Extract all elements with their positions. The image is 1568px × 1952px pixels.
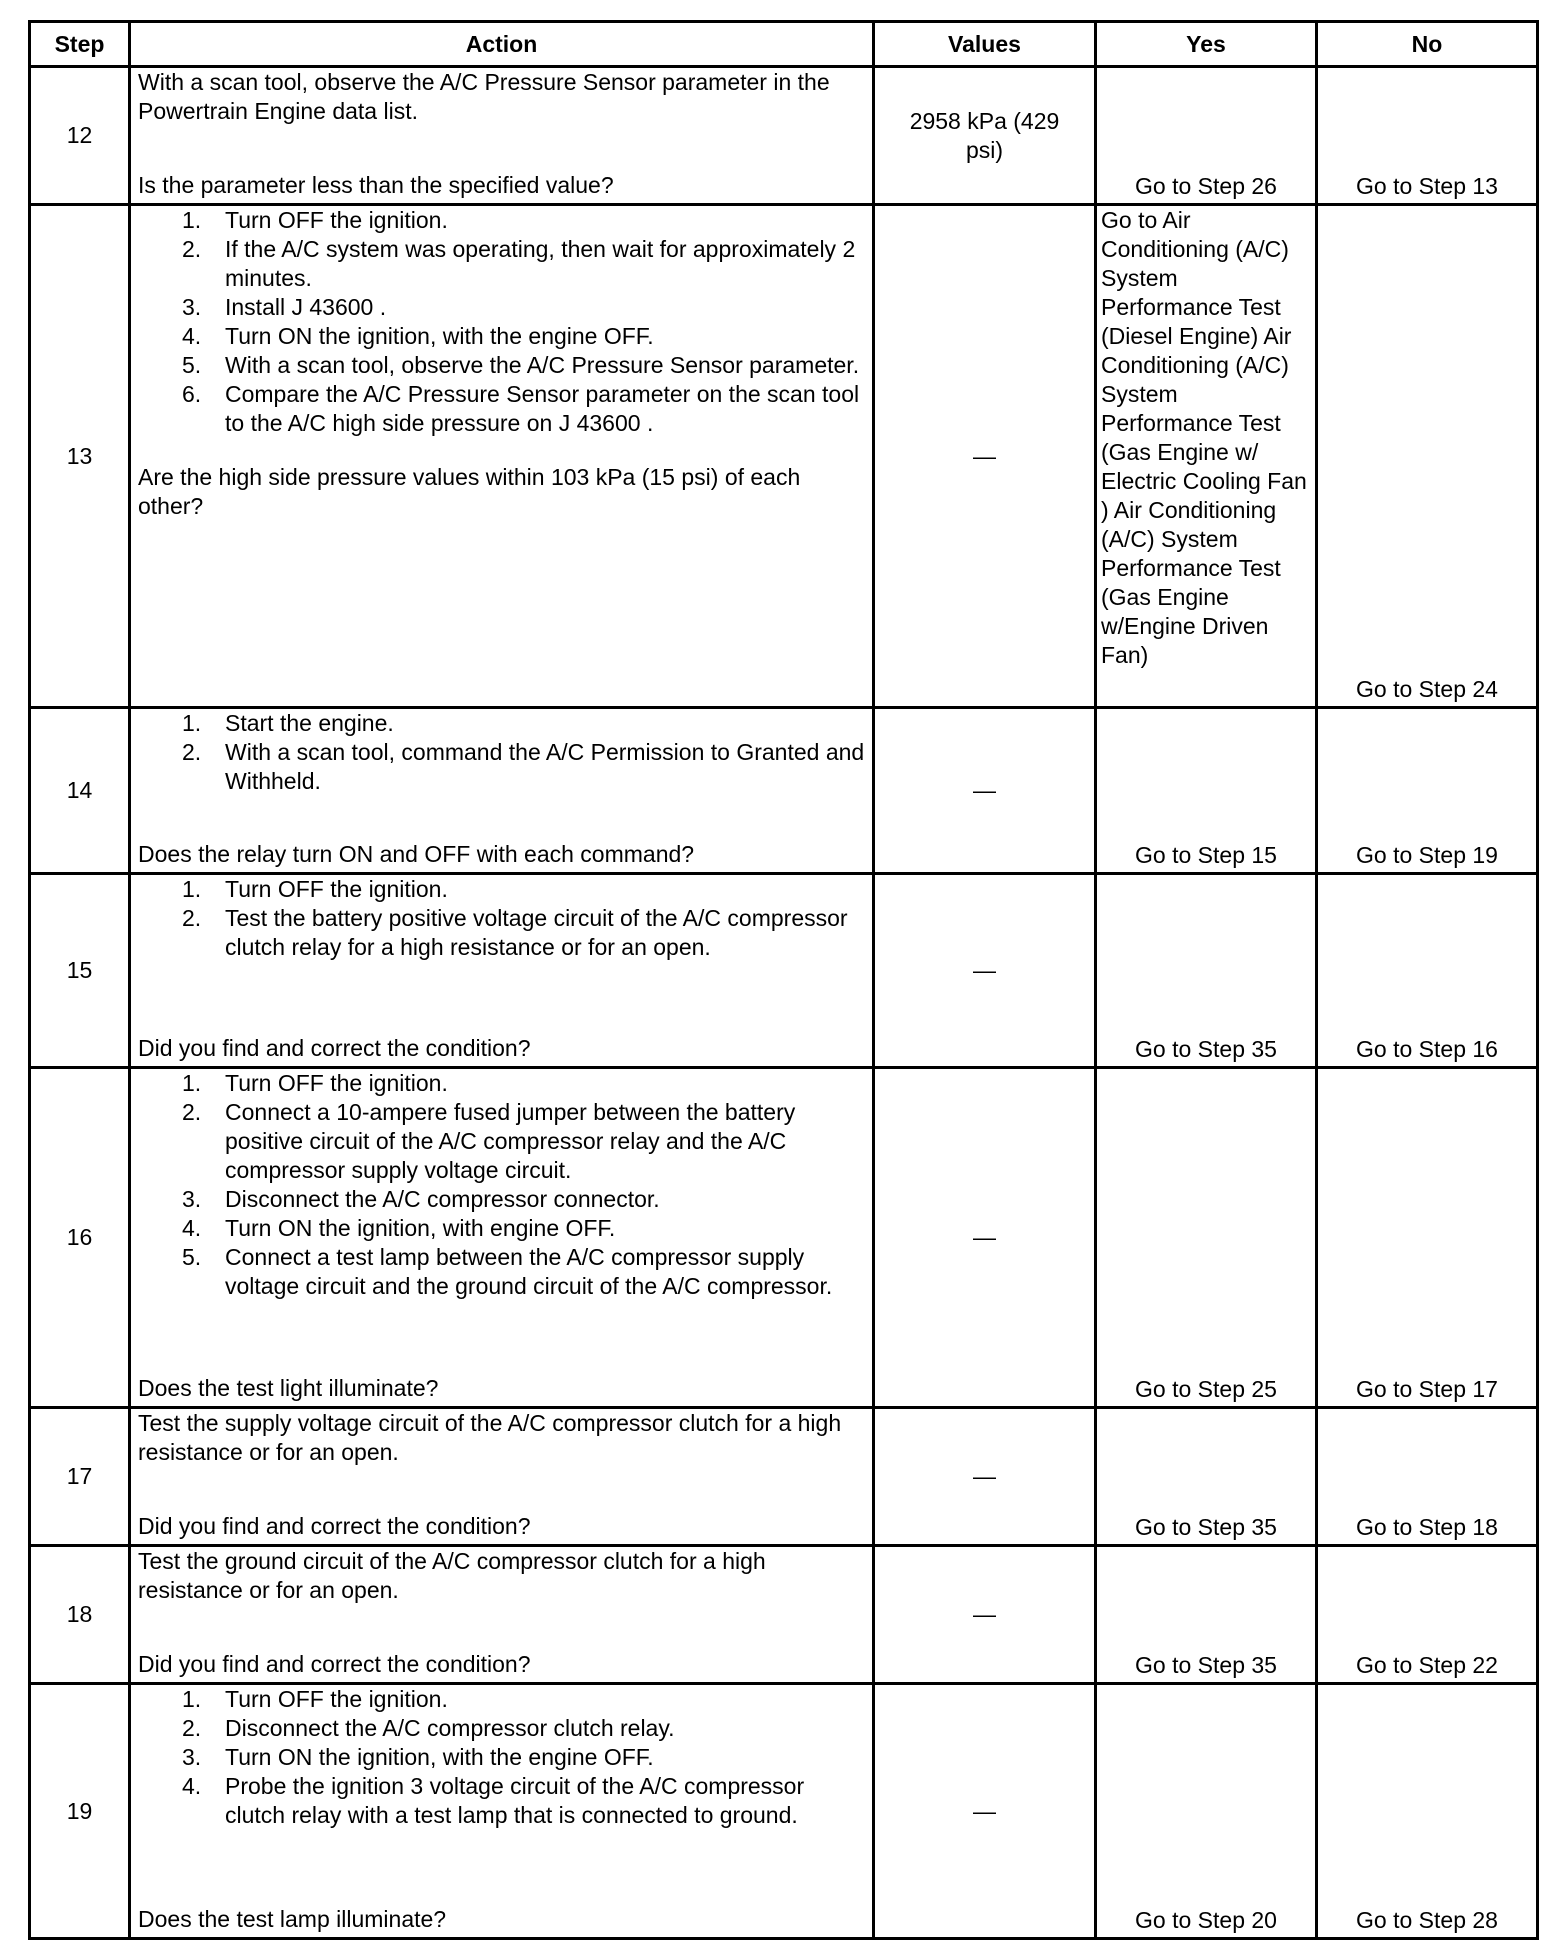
- value-cell: —: [874, 1408, 1096, 1546]
- action-question: Are the high side pressure values within 103 kPa (15 psi) of each other?: [138, 464, 801, 519]
- list-item-number: 3.: [182, 1186, 202, 1212]
- action-cell: [130, 708, 874, 874]
- list-item-number: 6.: [182, 381, 202, 407]
- action-cell: [130, 1546, 874, 1684]
- action-question: Does the test light illuminate?: [138, 1375, 439, 1401]
- list-item: [138, 1685, 866, 1714]
- value-cell: —: [874, 708, 1096, 874]
- action-steps-list: [138, 1685, 866, 1830]
- list-item: [138, 904, 866, 962]
- action-question: Does the relay turn ON and OFF with each command?: [138, 841, 695, 867]
- list-item-number: 4.: [182, 1215, 202, 1241]
- list-item: [138, 738, 866, 796]
- list-item-text: With a scan tool, command the A/C Permission to Granted and Withheld.: [225, 739, 865, 794]
- list-item: [138, 875, 866, 904]
- step-number: 14: [30, 708, 130, 874]
- list-item-text: If the A/C system was operating, then wait for approximately 2 minutes.: [225, 236, 856, 291]
- action-question: Is the parameter less than the specified value?: [138, 172, 614, 198]
- header-action: Action: [130, 22, 874, 67]
- action-instructions: [138, 68, 866, 126]
- list-item-text: Turn ON the ignition, with the engine OFF.: [225, 323, 654, 349]
- list-item: [138, 1185, 866, 1214]
- yes-action: Go to Step 35: [1096, 1408, 1317, 1546]
- list-item: [138, 351, 866, 380]
- step-number: 17: [30, 1408, 130, 1546]
- no-action: Go to Step 16: [1317, 874, 1538, 1068]
- action-instructions: [138, 1685, 866, 1830]
- value-cell: —: [874, 205, 1096, 708]
- step-number: 19: [30, 1684, 130, 1939]
- action-question: Did you find and correct the condition?: [138, 1651, 531, 1677]
- no-action: Go to Step 22: [1317, 1546, 1538, 1684]
- list-item-text: Connect a 10-ampere fused jumper between the battery positive circuit of the A/C compressor relay and the A/C compressor supply voltage circuit.: [225, 1099, 796, 1183]
- header-no: No: [1317, 22, 1538, 67]
- list-item: [138, 1098, 866, 1185]
- action-cell: [130, 1068, 874, 1408]
- action-question: Did you find and correct the condition?: [138, 1035, 531, 1061]
- list-item-text: Disconnect the A/C compressor connector.: [225, 1186, 660, 1212]
- list-item-number: 2.: [182, 1099, 202, 1125]
- list-item: [138, 1243, 866, 1301]
- diagnostic-table: [28, 20, 1539, 1940]
- yes-action: Go to Step 35: [1096, 1546, 1317, 1684]
- list-item-number: 5.: [182, 1244, 202, 1270]
- step-number: 16: [30, 1068, 130, 1408]
- table-row: [30, 708, 1538, 874]
- list-item-number: 3.: [182, 1744, 202, 1770]
- list-item-text: Turn OFF the ignition.: [225, 1686, 448, 1712]
- list-item-text: Disconnect the A/C compressor clutch relay.: [225, 1715, 675, 1741]
- value-cell: —: [874, 1684, 1096, 1939]
- list-item-number: 3.: [182, 294, 202, 320]
- table-row: [30, 874, 1538, 1068]
- list-item-number: 1.: [182, 876, 202, 902]
- list-item-number: 4.: [182, 323, 202, 349]
- list-item-number: 1.: [182, 1070, 202, 1096]
- no-action: Go to Step 13: [1317, 67, 1538, 205]
- list-item-number: 1.: [182, 710, 202, 736]
- list-item-text: Turn ON the ignition, with engine OFF.: [225, 1215, 616, 1241]
- list-item-number: 2.: [182, 905, 202, 931]
- action-steps-list: [138, 206, 866, 438]
- list-item-number: 5.: [182, 352, 202, 378]
- list-item-number: 2.: [182, 1715, 202, 1741]
- header-values: Values: [874, 22, 1096, 67]
- header-yes: Yes: [1096, 22, 1317, 67]
- action-steps-list: [138, 709, 866, 796]
- list-item: [138, 709, 866, 738]
- list-item: [138, 1772, 866, 1830]
- list-item-text: Turn ON the ignition, with the engine OFF.: [225, 1744, 654, 1770]
- no-action: Go to Step 19: [1317, 708, 1538, 874]
- list-item: [138, 1214, 866, 1243]
- action-cell: [130, 1408, 874, 1546]
- action-instructions: [138, 1069, 866, 1301]
- list-item-text: Turn OFF the ignition.: [225, 207, 448, 233]
- value-cell: —: [874, 1068, 1096, 1408]
- action-cell: [130, 205, 874, 708]
- value-cell: —: [874, 874, 1096, 1068]
- yes-action: Go to Step 26: [1096, 67, 1317, 205]
- list-item-text: Connect a test lamp between the A/C compressor supply voltage circuit and the ground circuit of the A/C compressor.: [225, 1244, 833, 1299]
- yes-action: Go to Step 35: [1096, 874, 1317, 1068]
- action-instructions: [138, 206, 866, 438]
- list-item-text: Probe the ignition 3 voltage circuit of the A/C compressor clutch relay with a test lamp that is connected to ground.: [225, 1773, 805, 1828]
- yes-action: Go to Air Conditioning (A/C) System Performance Test (Diesel Engine) Air Conditioning (A/C) System Performance Test (Gas Engine w/ Electric Cooling Fan ) Air Conditioning (A/C) System Performance Test (Gas Engine w/Engine Driven Fan): [1096, 205, 1317, 708]
- list-item: [138, 1069, 866, 1098]
- list-item-text: With a scan tool, observe the A/C Pressure Sensor parameter.: [225, 352, 860, 378]
- list-item-number: 2.: [182, 236, 202, 262]
- list-item: [138, 293, 866, 322]
- action-steps-list: [138, 1069, 866, 1301]
- list-item: [138, 1743, 866, 1772]
- list-item: [138, 380, 866, 438]
- header-row: [30, 22, 1538, 67]
- action-question: Does the test lamp illuminate?: [138, 1906, 447, 1932]
- action-instructions: [138, 1547, 866, 1605]
- action-instructions: [138, 1409, 866, 1467]
- action-intro: With a scan tool, observe the A/C Pressure Sensor parameter in the Powertrain Engine data list.: [138, 69, 830, 124]
- list-item-number: 1.: [182, 1686, 202, 1712]
- action-instructions: [138, 875, 866, 962]
- list-item-text: Turn OFF the ignition.: [225, 876, 448, 902]
- value-cell: 2958 kPa (429 psi): [874, 67, 1096, 205]
- no-action: Go to Step 17: [1317, 1068, 1538, 1408]
- no-action: Go to Step 18: [1317, 1408, 1538, 1546]
- list-item-number: 1.: [182, 207, 202, 233]
- action-intro: Test the ground circuit of the A/C compressor clutch for a high resistance or for an open.: [138, 1548, 766, 1603]
- list-item-text: Compare the A/C Pressure Sensor parameter on the scan tool to the A/C high side pressure on J 43600 .: [225, 381, 860, 436]
- step-number: 18: [30, 1546, 130, 1684]
- list-item-number: 4.: [182, 1773, 202, 1799]
- table-row: [30, 1068, 1538, 1408]
- action-cell: [130, 1684, 874, 1939]
- table-row: [30, 1684, 1538, 1939]
- action-instructions: [138, 709, 866, 796]
- yes-action: Go to Step 20: [1096, 1684, 1317, 1939]
- step-number: 15: [30, 874, 130, 1068]
- no-action: Go to Step 28: [1317, 1684, 1538, 1939]
- no-action: Go to Step 24: [1317, 205, 1538, 708]
- list-item: [138, 322, 866, 351]
- yes-action: Go to Step 15: [1096, 708, 1317, 874]
- value-cell: —: [874, 1546, 1096, 1684]
- action-cell: [130, 874, 874, 1068]
- table-row: [30, 67, 1538, 205]
- list-item: [138, 235, 866, 293]
- action-steps-list: [138, 875, 866, 962]
- list-item: [138, 206, 866, 235]
- list-item: [138, 1714, 866, 1743]
- list-item-number: 2.: [182, 739, 202, 765]
- list-item-text: Start the engine.: [225, 710, 394, 736]
- list-item-text: Turn OFF the ignition.: [225, 1070, 448, 1096]
- list-item-text: Test the battery positive voltage circuit of the A/C compressor clutch relay for a high resistance or for an open.: [225, 905, 848, 960]
- header-step: Step: [30, 22, 130, 67]
- table-row: [30, 1408, 1538, 1546]
- action-intro: Test the supply voltage circuit of the A/C compressor clutch for a high resistance or for an open.: [138, 1410, 842, 1465]
- list-item-text: Install J 43600 .: [225, 294, 387, 320]
- step-number: 12: [30, 67, 130, 205]
- table-row: [30, 205, 1538, 708]
- action-cell: [130, 67, 874, 205]
- table-row: [30, 1546, 1538, 1684]
- yes-action: Go to Step 25: [1096, 1068, 1317, 1408]
- action-question: Did you find and correct the condition?: [138, 1513, 531, 1539]
- step-number: 13: [30, 205, 130, 708]
